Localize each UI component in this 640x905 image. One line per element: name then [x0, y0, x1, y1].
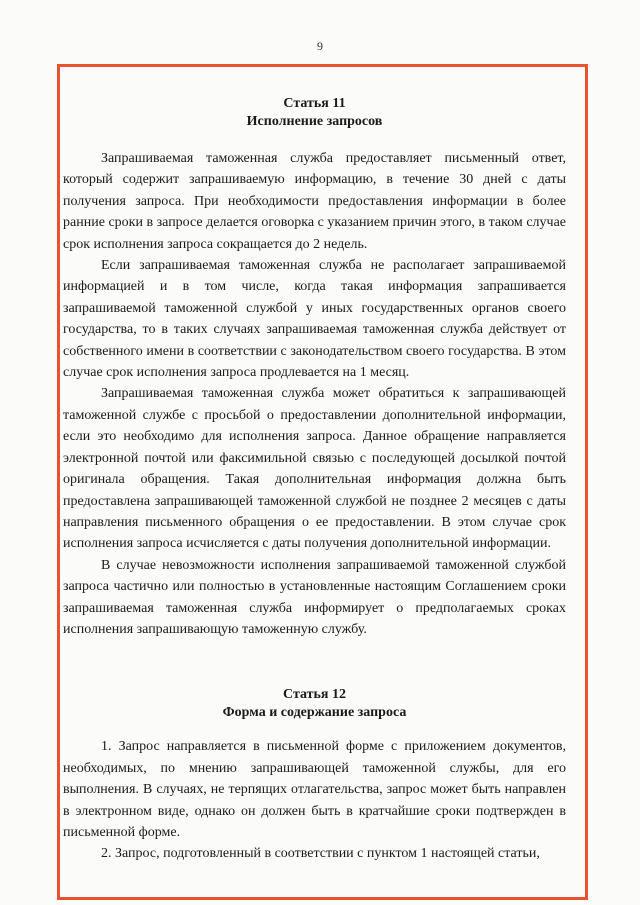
article-11-heading [63, 95, 566, 131]
document-content [63, 95, 566, 865]
article-11-subtitle: Исполнение запросов [246, 114, 383, 129]
page-number: 9 [317, 39, 323, 53]
article-11-paragraph-1: Запрашиваемая таможенная служба предоставляет письменный ответ, который содержит запрашиваемую информацию, в течение 30 дней с даты получения запроса. При необходимости предоставления информации в более ранние сроки в запросе делается оговорка с указанием причин этого, в таком случае срок исполнения запроса сокращается до 2 недель. [63, 151, 566, 252]
article-11-paragraph-4: В случае невозможности исполнения запрашиваемой таможенной службой запроса частично или полностью в установленные настоящим Соглашением сроки запрашиваемая таможенная служба информирует о предполагаемых сроках исполнения запрашивающую таможенную службу. [63, 557, 566, 637]
article-11-paragraph-3: Запрашиваемая таможенная служба может обратиться к запрашивающей таможенной службе с просьбой о предоставлении дополнительной информации, если это необходимо для исполнения запроса. Данное обращение направляется электронной почтой или факсимильной связью с последующей досылкой почтой оригинала обращения. Такая дополнительная информация должна быть предоставлена запрашивающей таможенной службой не позднее 2 месяцев с даты направления письменного обращения о ее предоставлении. В этом случае срок исполнения запроса исчисляется с даты получения дополнительной информации. [63, 386, 566, 552]
article-11-title: Статья 11 [283, 96, 346, 111]
article-12-paragraph-1: 1. Запрос направляется в письменной форме с приложением документов, необходимых, по мнению запрашивающей таможенной службы, для его выполнения. В случаях, не терпящих отлагательства, запрос может быть направлен в электронном виде, однако он должен быть в кратчайшие сроки подтвержден в письменной форме. [63, 739, 566, 840]
article-11-paragraph-2: Если запрашиваемая таможенная служба не располагает запрашиваемой информацией и в том числе, когда такая информация запрашивается запрашиваемой таможенной службой у иных государственных органов своего государства, то в таких случаях запрашиваемая таможенная служба действует от собственного имени в соответствии с законодательством своего государства. В этом случае срок исполнения запроса продлевается на 1 месяц. [63, 258, 566, 381]
article-12-heading [63, 686, 566, 722]
document-frame [57, 64, 588, 900]
article-12-paragraph-2: 2. Запрос, подготовленный в соответствии с пунктом 1 настоящей статьи, [101, 846, 540, 862]
article-12-subtitle: Форма и содержание запроса [222, 705, 407, 721]
article-12-title: Статья 12 [283, 687, 346, 703]
